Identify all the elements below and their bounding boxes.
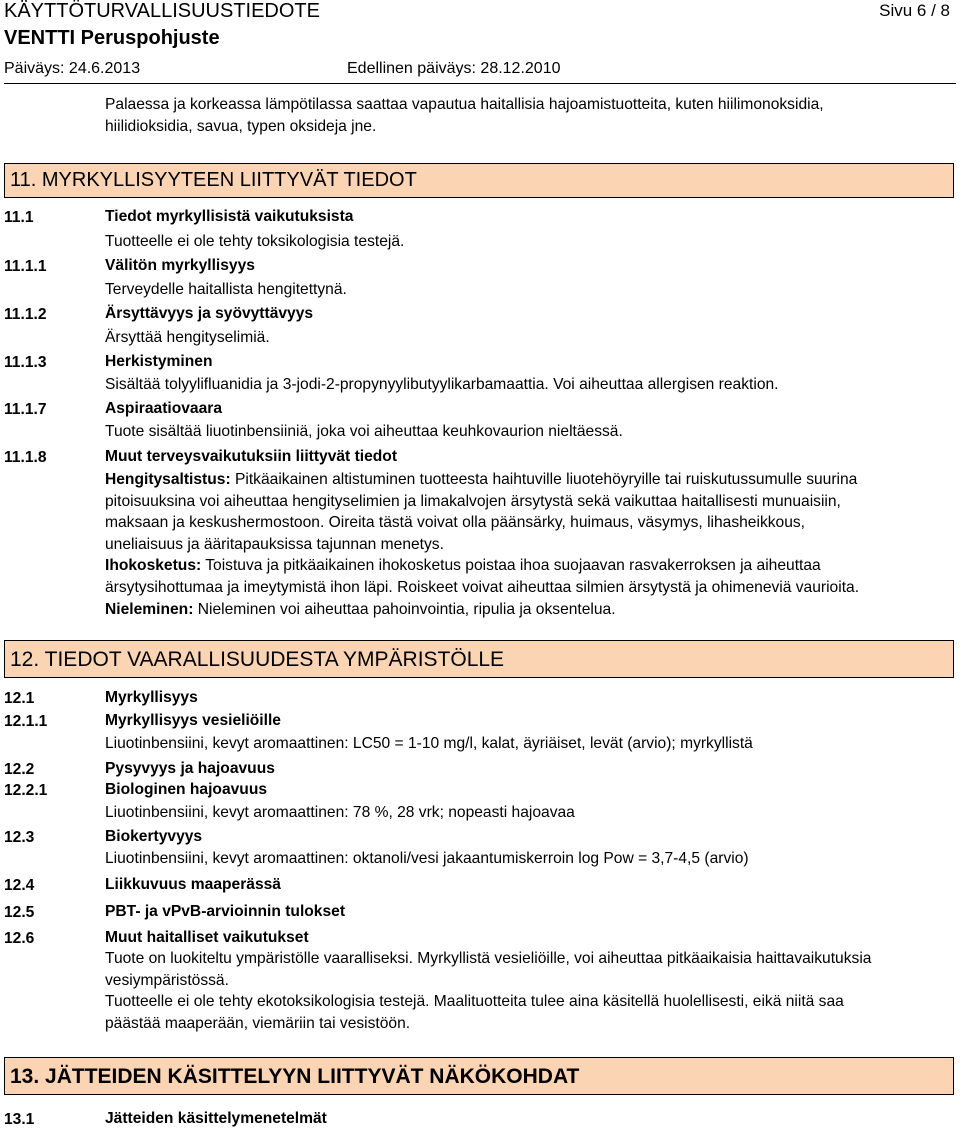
subsection-number: 11.1.1 — [4, 258, 47, 275]
text-line — [105, 555, 859, 577]
subsection-text: Tuotteelle ei ole tehty toksikologisia testejä. — [105, 233, 405, 250]
intro-line: Palaessa ja korkeassa lämpötilassa saattaa vapautua haitallisia hajoamistuotteita, kuten hiilimonoksidia, — [105, 96, 824, 113]
subsection-title: Tiedot myrkyllisistä vaikutuksista — [105, 208, 354, 225]
text-line: ärsytysihottumaa ja imeytymistä ihon läpi. Roiskeet voivat aiheuttaa silmien ärsytystä ja ohimeneviä vaurioita. — [105, 578, 860, 596]
text-line: Tuote on luokiteltu ympäristölle vaaralliseksi. Myrkyllistä vesieliöille, voi aiheuttaa pitkäaikaisia haittavaikutuksia — [105, 950, 872, 967]
subsection-title: Aspiraatiovaara — [105, 400, 223, 417]
page-number: Sivu 6 / 8 — [879, 1, 950, 20]
product-name: VENTTI Peruspohjuste — [4, 27, 220, 49]
subsection-title: Pysyvyys ja hajoavuus — [105, 760, 275, 777]
inhalation-text: Pitkäaikainen altistuminen tuotteesta haihtuville liuotehöyryille tai ruiskutussumulle suurina — [230, 471, 858, 488]
subsection-number: 11.1 — [4, 209, 34, 226]
document-title: KÄYTTÖTURVALLISUUSTIEDOTE — [4, 0, 320, 22]
subsection-number: 12.1 — [4, 690, 35, 707]
subsection-number: 12.1.1 — [4, 713, 48, 730]
subsection-number: 12.5 — [4, 904, 35, 921]
section-11-heading — [4, 163, 954, 198]
issue-date: Päiväys: 24.6.2013 — [4, 60, 141, 77]
subsection-title: Herkistyminen — [105, 353, 213, 370]
other-adverse-effects-text — [105, 948, 871, 1034]
subsection-title: Myrkyllisyys vesieliöille — [105, 712, 281, 729]
intro-line: hiilidioksidia, savua, typen oksideja jne. — [105, 117, 377, 135]
subsection-title: PBT- ja vPvB-arvioinnin tulokset — [105, 903, 346, 920]
section-12-title: 12. TIEDOT VAARALLISUUDESTA YMPÄRISTÖLLE — [10, 648, 505, 671]
subsection-number: 12.4 — [4, 877, 35, 894]
subsection-title: Biokertyvyys — [105, 828, 203, 845]
text-line: uneliaisuus ja ääritapauksissa tajunnan menetys. — [105, 535, 444, 553]
subsection-number: 12.3 — [4, 829, 35, 846]
text-line — [105, 469, 859, 491]
subsection-title: Myrkyllisyys — [105, 689, 198, 706]
subsection-text: Liuotinbensiini, kevyt aromaattinen: 78 %, 28 vrk; nopeasti hajoavaa — [105, 804, 575, 821]
previous-date: Edellinen päiväys: 28.12.2010 — [347, 60, 561, 77]
subsection-title: Välitön myrkyllisyys — [105, 257, 255, 274]
subsection-number: 12.2 — [4, 761, 35, 778]
subsection-text: Liuotinbensiini, kevyt aromaattinen: LC50 = 1-10 mg/l, kalat, äyriäiset, levät (arvio); myrkyllistä — [105, 735, 753, 752]
header-divider — [4, 83, 956, 84]
subsection-text: Liuotinbensiini, kevyt aromaattinen: oktanoli/vesi jakaantumiskerroin log Pow = 3,7-4,5 (arvio) — [105, 850, 749, 867]
subsection-number: 12.2.1 — [4, 782, 48, 799]
ingestion-text: Nieleminen voi aiheuttaa pahoinvointia, ripulia ja oksentelua. — [193, 600, 616, 618]
other-health-effects-text — [105, 469, 859, 620]
subsection-number: 11.1.2 — [4, 306, 47, 323]
subsection-title: Biologinen hajoavuus — [105, 781, 268, 798]
section-13-heading — [4, 1057, 954, 1095]
subsection-number: 13.1 — [4, 1111, 35, 1128]
subsection-text: Tuote sisältää liuotinbensiiniä, joka voi aiheuttaa keuhkovaurion nieltäessä. — [105, 423, 623, 440]
subsection-number: 11.1.3 — [4, 354, 47, 371]
subsection-number: 11.1.8 — [4, 449, 47, 466]
text-line: Tuotteelle ei ole tehty ekotoksikologisia testejä. Maalituotteita tulee aina käsitellä huolellisesti, eikä niitä saa — [105, 993, 844, 1011]
subsection-text: Ärsyttää hengityselimiä. — [105, 329, 270, 346]
subsection-text: Terveydelle haitallista hengitettynä. — [105, 281, 347, 298]
subsection-text: Sisältää tolyylifluanidia ja 3-jodi-2-propynyylibutyylikarbamaattia. Voi aiheuttaa allergisen reaktion. — [105, 376, 779, 393]
skin-contact-text: Toistuva ja pitkäaikainen ihokosketus poistaa ihoa suojaavan rasvakerroksen ja aiheuttaa — [201, 557, 821, 575]
subsection-title: Jätteiden käsittelymenetelmät — [105, 1110, 327, 1127]
subsection-number: 12.6 — [4, 930, 35, 947]
section-11-title: 11. MYRKYLLISYYTEEN LIITTYVÄT TIEDOT — [10, 169, 417, 191]
section-12-heading — [4, 640, 954, 678]
subsection-title: Ärsyttävyys ja syövyttävyys — [105, 305, 314, 322]
skin-contact-label: Ihokosketus: — [105, 557, 202, 575]
intro-paragraph — [105, 94, 824, 137]
subsection-number: 11.1.7 — [4, 401, 47, 418]
text-line: maksaan ja keskushermostoon. Oireita tästä voivat olla päänsärky, huimaus, väsymys, lihasheikkous, — [105, 514, 806, 532]
subsection-title: Muut terveysvaikutuksiin liittyvät tiedot — [105, 448, 398, 465]
text-line: pitoisuuksina voi aiheuttaa hengityselimien ja limakalvojen ärsytystä sekä vaikuttaa haitallisesti munuaisiin, — [105, 492, 841, 510]
inhalation-label: Hengitysaltistus: — [105, 471, 231, 488]
subsection-title: Muut haitalliset vaikutukset — [105, 929, 309, 946]
text-line: vesiympäristössä. — [105, 971, 229, 989]
ingestion-label: Nieleminen: — [105, 600, 194, 618]
section-13-title: 13. JÄTTEIDEN KÄSITTELYYN LIITTYVÄT NÄKÖKOHDAT — [10, 1065, 580, 1088]
text-line: päästää maaperään, viemäriin tai vesistöön. — [105, 1014, 411, 1032]
subsection-title: Liikkuvuus maaperässä — [105, 876, 281, 893]
text-line — [105, 599, 859, 621]
